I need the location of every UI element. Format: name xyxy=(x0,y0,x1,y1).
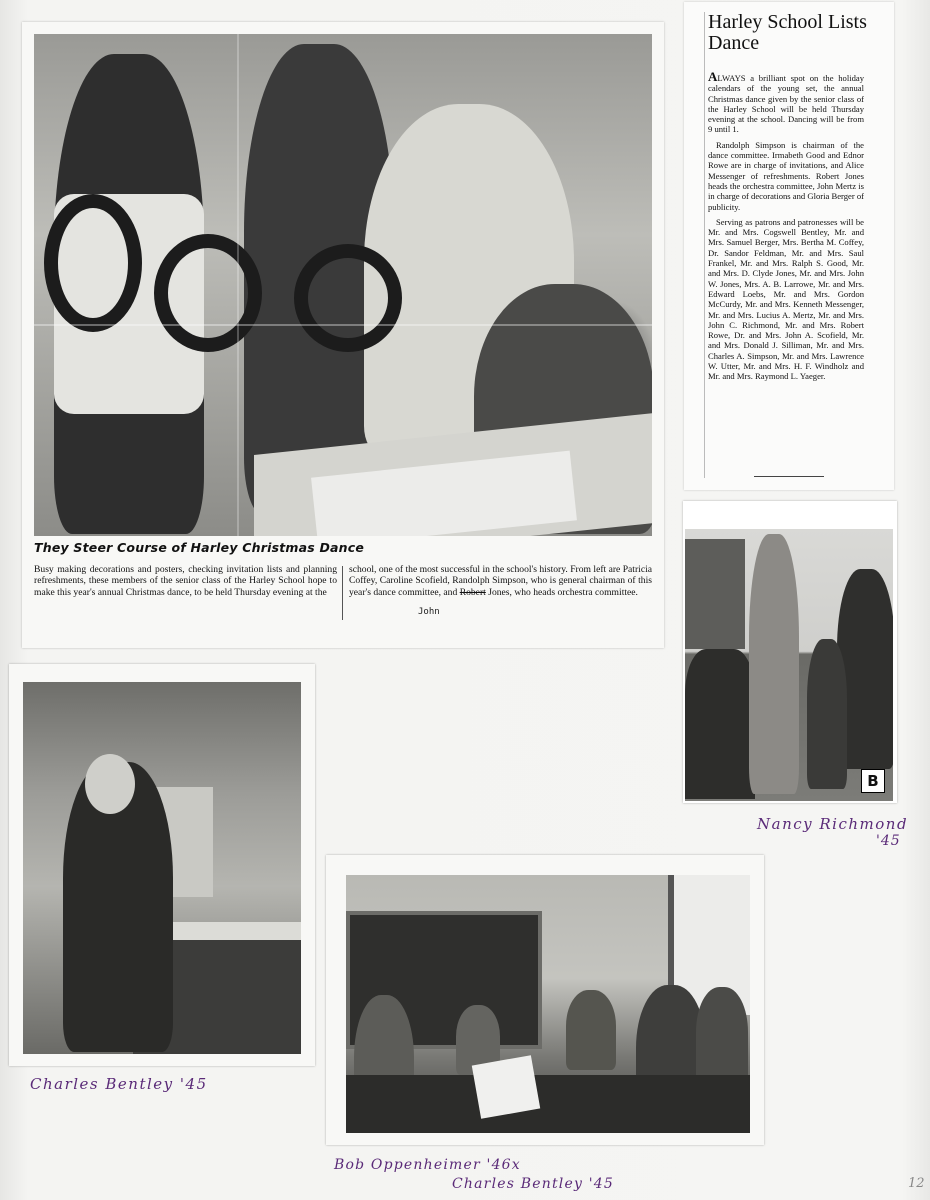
nancy-caption-year: '45 xyxy=(876,833,901,849)
nancy-richmond-photo xyxy=(683,501,897,803)
charles-caption: Charles Bentley '45 xyxy=(30,1075,208,1093)
newspaper-article-clipping xyxy=(684,2,894,490)
typewriter-desks xyxy=(346,1075,750,1133)
article-end-rule xyxy=(754,476,824,477)
dance-committee-photo xyxy=(34,34,652,536)
article-body xyxy=(708,69,864,387)
page-number: 12 xyxy=(908,1176,925,1191)
article-title: Harley School Lists Dance xyxy=(708,11,867,54)
clipping-caption xyxy=(34,564,652,636)
drop-cap: A xyxy=(708,69,718,84)
caption-column-2: school, one of the most successful in the school's history. From left are Patricia Coffey, Caroline Scofield, Randolph Simpson, who is general chairman of this year's dance committee, and Robert Jones, who heads orchestra committee. xyxy=(349,564,652,598)
child-figure xyxy=(807,639,847,789)
article-paragraph: ALWAYS a brilliant spot on the holiday calendars of the young set, the annual Christmas dance given by the senior class of the Harley School will be held Thursday evening at the school. Dancing will be from 9 until 1. xyxy=(708,69,864,135)
clipping-headline: They Steer Course of Harley Christmas Dance xyxy=(34,540,365,555)
charles-bentley-photo xyxy=(9,664,315,1066)
hedge xyxy=(685,649,755,799)
student-figure xyxy=(696,987,748,1087)
photo-label-badge: B xyxy=(861,769,885,793)
nancy-caption: Nancy Richmond xyxy=(757,815,909,833)
wreath xyxy=(154,234,262,352)
student-figure xyxy=(566,990,616,1070)
caption-column-1: Busy making decorations and posters, checking invitation lists and planning refreshments, these members of the senior class of the Harley School hope to make this year's annual Christmas dance, to be held Thursday evening at the xyxy=(34,564,337,598)
house xyxy=(685,539,745,649)
article-paragraph: Serving as patrons and patronesses will be Mr. and Mrs. Cogswell Bentley, Mr. and Mrs. Samuel Berger, Mrs. Bertha M. Coffey, Dr. Sandor Feldman, Mr. and Mrs. Saul Frankel, Mr. and Mrs. Ralph S. Good, Mr. and Mrs. D. Clyde Jones, Mr. and Mrs. John W. Jones, Mrs. A. B. Larrowe, Mr. and Mrs. Edward Loebs, Mr. and Mrs. Gordon McCurdy, Mr. and Mrs. Kenneth Messenger, Mr. and Mrs. Lucius A. Mertz, Mr. and Mrs. John C. Richmond, Mr. and Mrs. Robert Rowe, Dr. and Mrs. John A. Scofield, Mr. and Mrs. Donald J. Silliman, Mr. and Mrs. Charles A. Simpson, Mr. and Mrs. Lawrence W. Utter, Mr. and Mrs. H. F. Windholz and Mr. and Mrs. Raymond L. Yaeger. xyxy=(708,216,864,382)
article-paragraph: Randolph Simpson is chairman of the dance committee. Irmabeth Good and Ednor Rowe are in charge of invitations, and Alice Messenger of refreshments. Robert Jones heads the orchestra committee, John Mertz is in charge of decorations and Gloria Berger of publicity. xyxy=(708,139,864,212)
classroom-caption-line-1: Bob Oppenheimer '46x xyxy=(334,1157,521,1173)
struck-name: Robert xyxy=(459,586,486,598)
woman-figure xyxy=(749,534,799,794)
handwritten-correction: John xyxy=(418,607,440,617)
classroom-photo xyxy=(326,855,764,1145)
classroom-caption-line-2: Charles Bentley '45 xyxy=(452,1176,614,1192)
wreath xyxy=(294,244,402,352)
newspaper-clipping-main xyxy=(22,22,664,648)
paper-sheet xyxy=(472,1055,540,1119)
boy-head xyxy=(85,754,135,814)
wreath xyxy=(44,194,142,332)
column-divider xyxy=(342,566,343,620)
